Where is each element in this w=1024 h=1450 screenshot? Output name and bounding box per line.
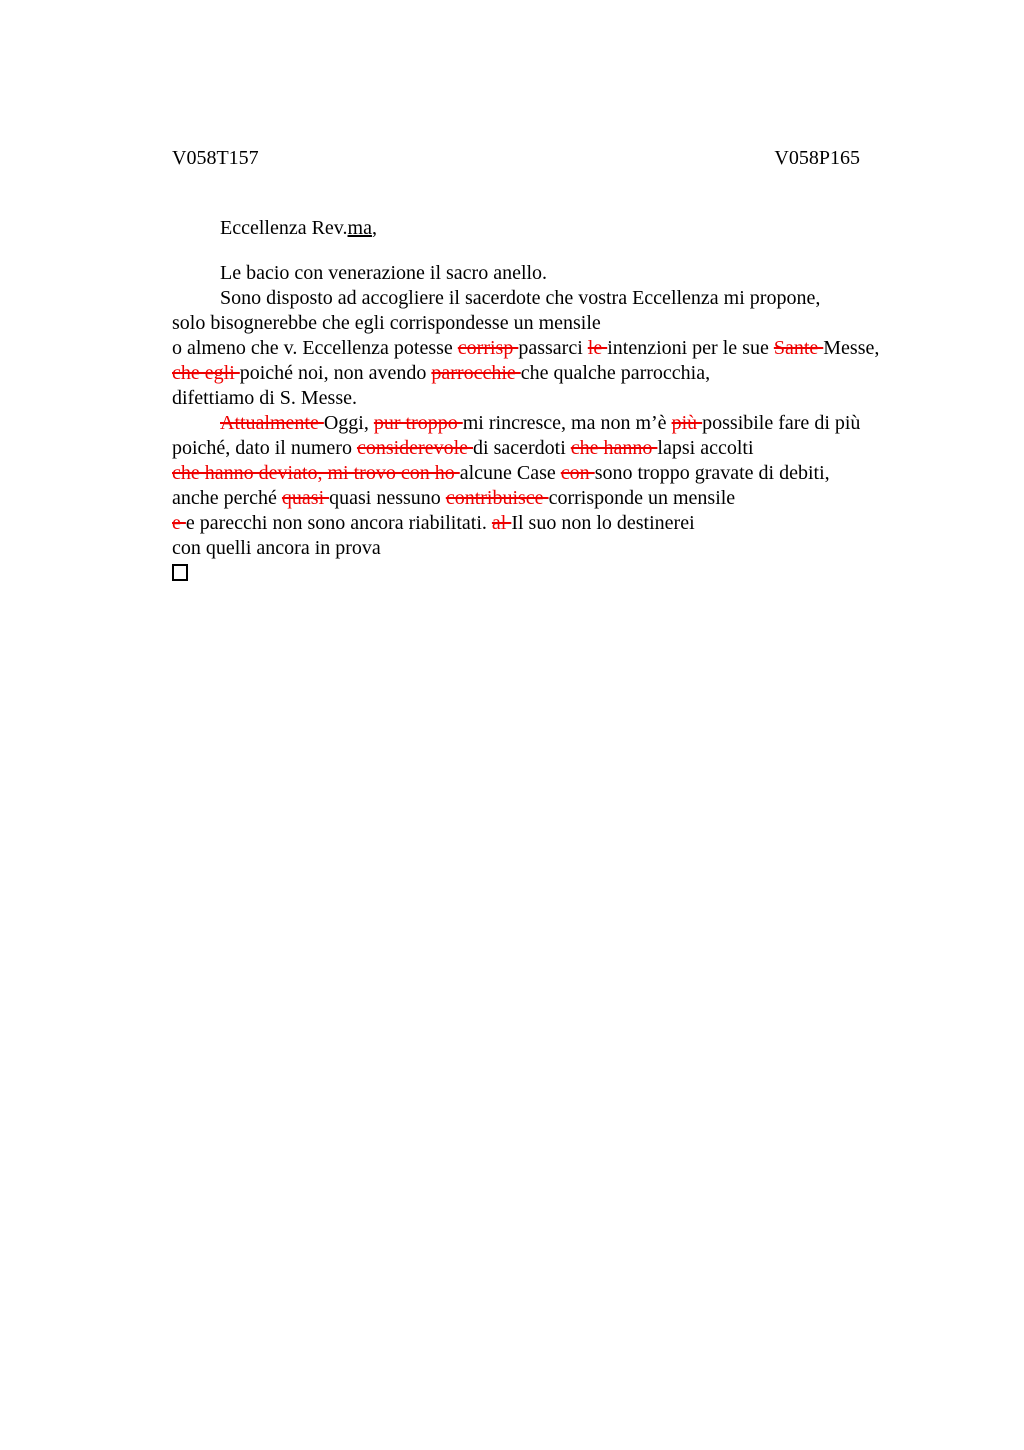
text-line: [172, 336, 902, 361]
text-line: [172, 286, 902, 311]
text-segment: Oggi,: [323, 412, 374, 434]
text-segment: Messe,: [823, 337, 880, 359]
text-segment: che qualche parrocchia,: [520, 362, 711, 384]
text-segment: poiché, dato il numero: [172, 437, 357, 459]
text-segment: di sacerdoti: [473, 437, 571, 459]
text-segment: poiché noi, non avendo: [239, 362, 432, 384]
text-segment: corrisponde un mensile: [548, 487, 736, 509]
deleted-text: al: [491, 512, 512, 534]
text-line: [172, 436, 902, 461]
deleted-text: corrisp: [457, 337, 519, 359]
deleted-text: le: [587, 337, 608, 359]
deleted-text: che hanno: [570, 437, 658, 459]
text-segment: o almeno che v. Eccellenza potesse: [172, 337, 458, 359]
text-line: [172, 561, 902, 588]
text-segment: quasi nessuno: [329, 487, 446, 509]
text-line: [172, 216, 902, 241]
text-segment: difettiamo di S. Messe.: [172, 387, 357, 409]
deleted-text: pur troppo: [373, 412, 463, 434]
doc-code-left: V058T157: [172, 147, 259, 169]
text-segment: mi rincresce, ma non m’è: [462, 412, 672, 434]
text-line: [172, 311, 902, 336]
deleted-text: quasi: [281, 487, 330, 509]
text-segment: Sono disposto ad accogliere il sacerdote che vostra Eccellenza mi propone,: [220, 287, 821, 309]
text-line: [172, 536, 902, 561]
deleted-text: e: [172, 512, 186, 534]
text-segment: sono troppo gravate di debiti,: [594, 462, 830, 484]
text-segment: possibile fare di più: [702, 412, 861, 434]
letter-body: [172, 216, 902, 588]
deleted-text: più: [671, 412, 703, 434]
empty-square-icon: [172, 564, 188, 581]
text-segment: Il suo non lo destinerei: [511, 512, 695, 534]
text-segment: Eccellenza Rev.: [220, 217, 348, 239]
text-segment: Le bacio con venerazione il sacro anello.: [220, 262, 548, 284]
text-segment: e parecchi non sono ancora riabilitati.: [185, 512, 492, 534]
text-segment: con quelli ancora in prova: [172, 537, 381, 559]
deleted-text: considerevole: [356, 437, 474, 459]
text-segment: solo bisognerebbe che egli corrispondesse un mensile: [172, 312, 601, 334]
text-line: [172, 361, 902, 386]
deleted-text: Attualmente: [220, 412, 324, 434]
text-line: [172, 386, 902, 411]
deleted-text: che hanno deviato, mi trovo con ho: [172, 462, 460, 484]
text-segment: anche perché: [172, 487, 282, 509]
deleted-text: parrocchie: [431, 362, 521, 384]
text-segment: lapsi accolti: [657, 437, 754, 459]
text-line: [172, 486, 902, 511]
text-segment: passarci: [518, 337, 588, 359]
deleted-text: Sante: [773, 337, 824, 359]
text-line: [172, 261, 902, 286]
doc-code-right: V058P165: [774, 147, 860, 169]
text-line: [172, 461, 902, 486]
text-line: [172, 411, 902, 436]
text-segment: alcune Case: [459, 462, 561, 484]
deleted-text: che egli: [172, 362, 240, 384]
text-segment: intenzioni per le sue: [607, 337, 774, 359]
blank-line: [172, 241, 902, 261]
text-line: [172, 511, 902, 536]
underlined-abbreviation: ma: [347, 217, 372, 239]
deleted-text: contribuisce: [445, 487, 549, 509]
document-header: [172, 146, 860, 170]
text-segment: ,: [371, 217, 377, 239]
deleted-text: con: [560, 462, 595, 484]
